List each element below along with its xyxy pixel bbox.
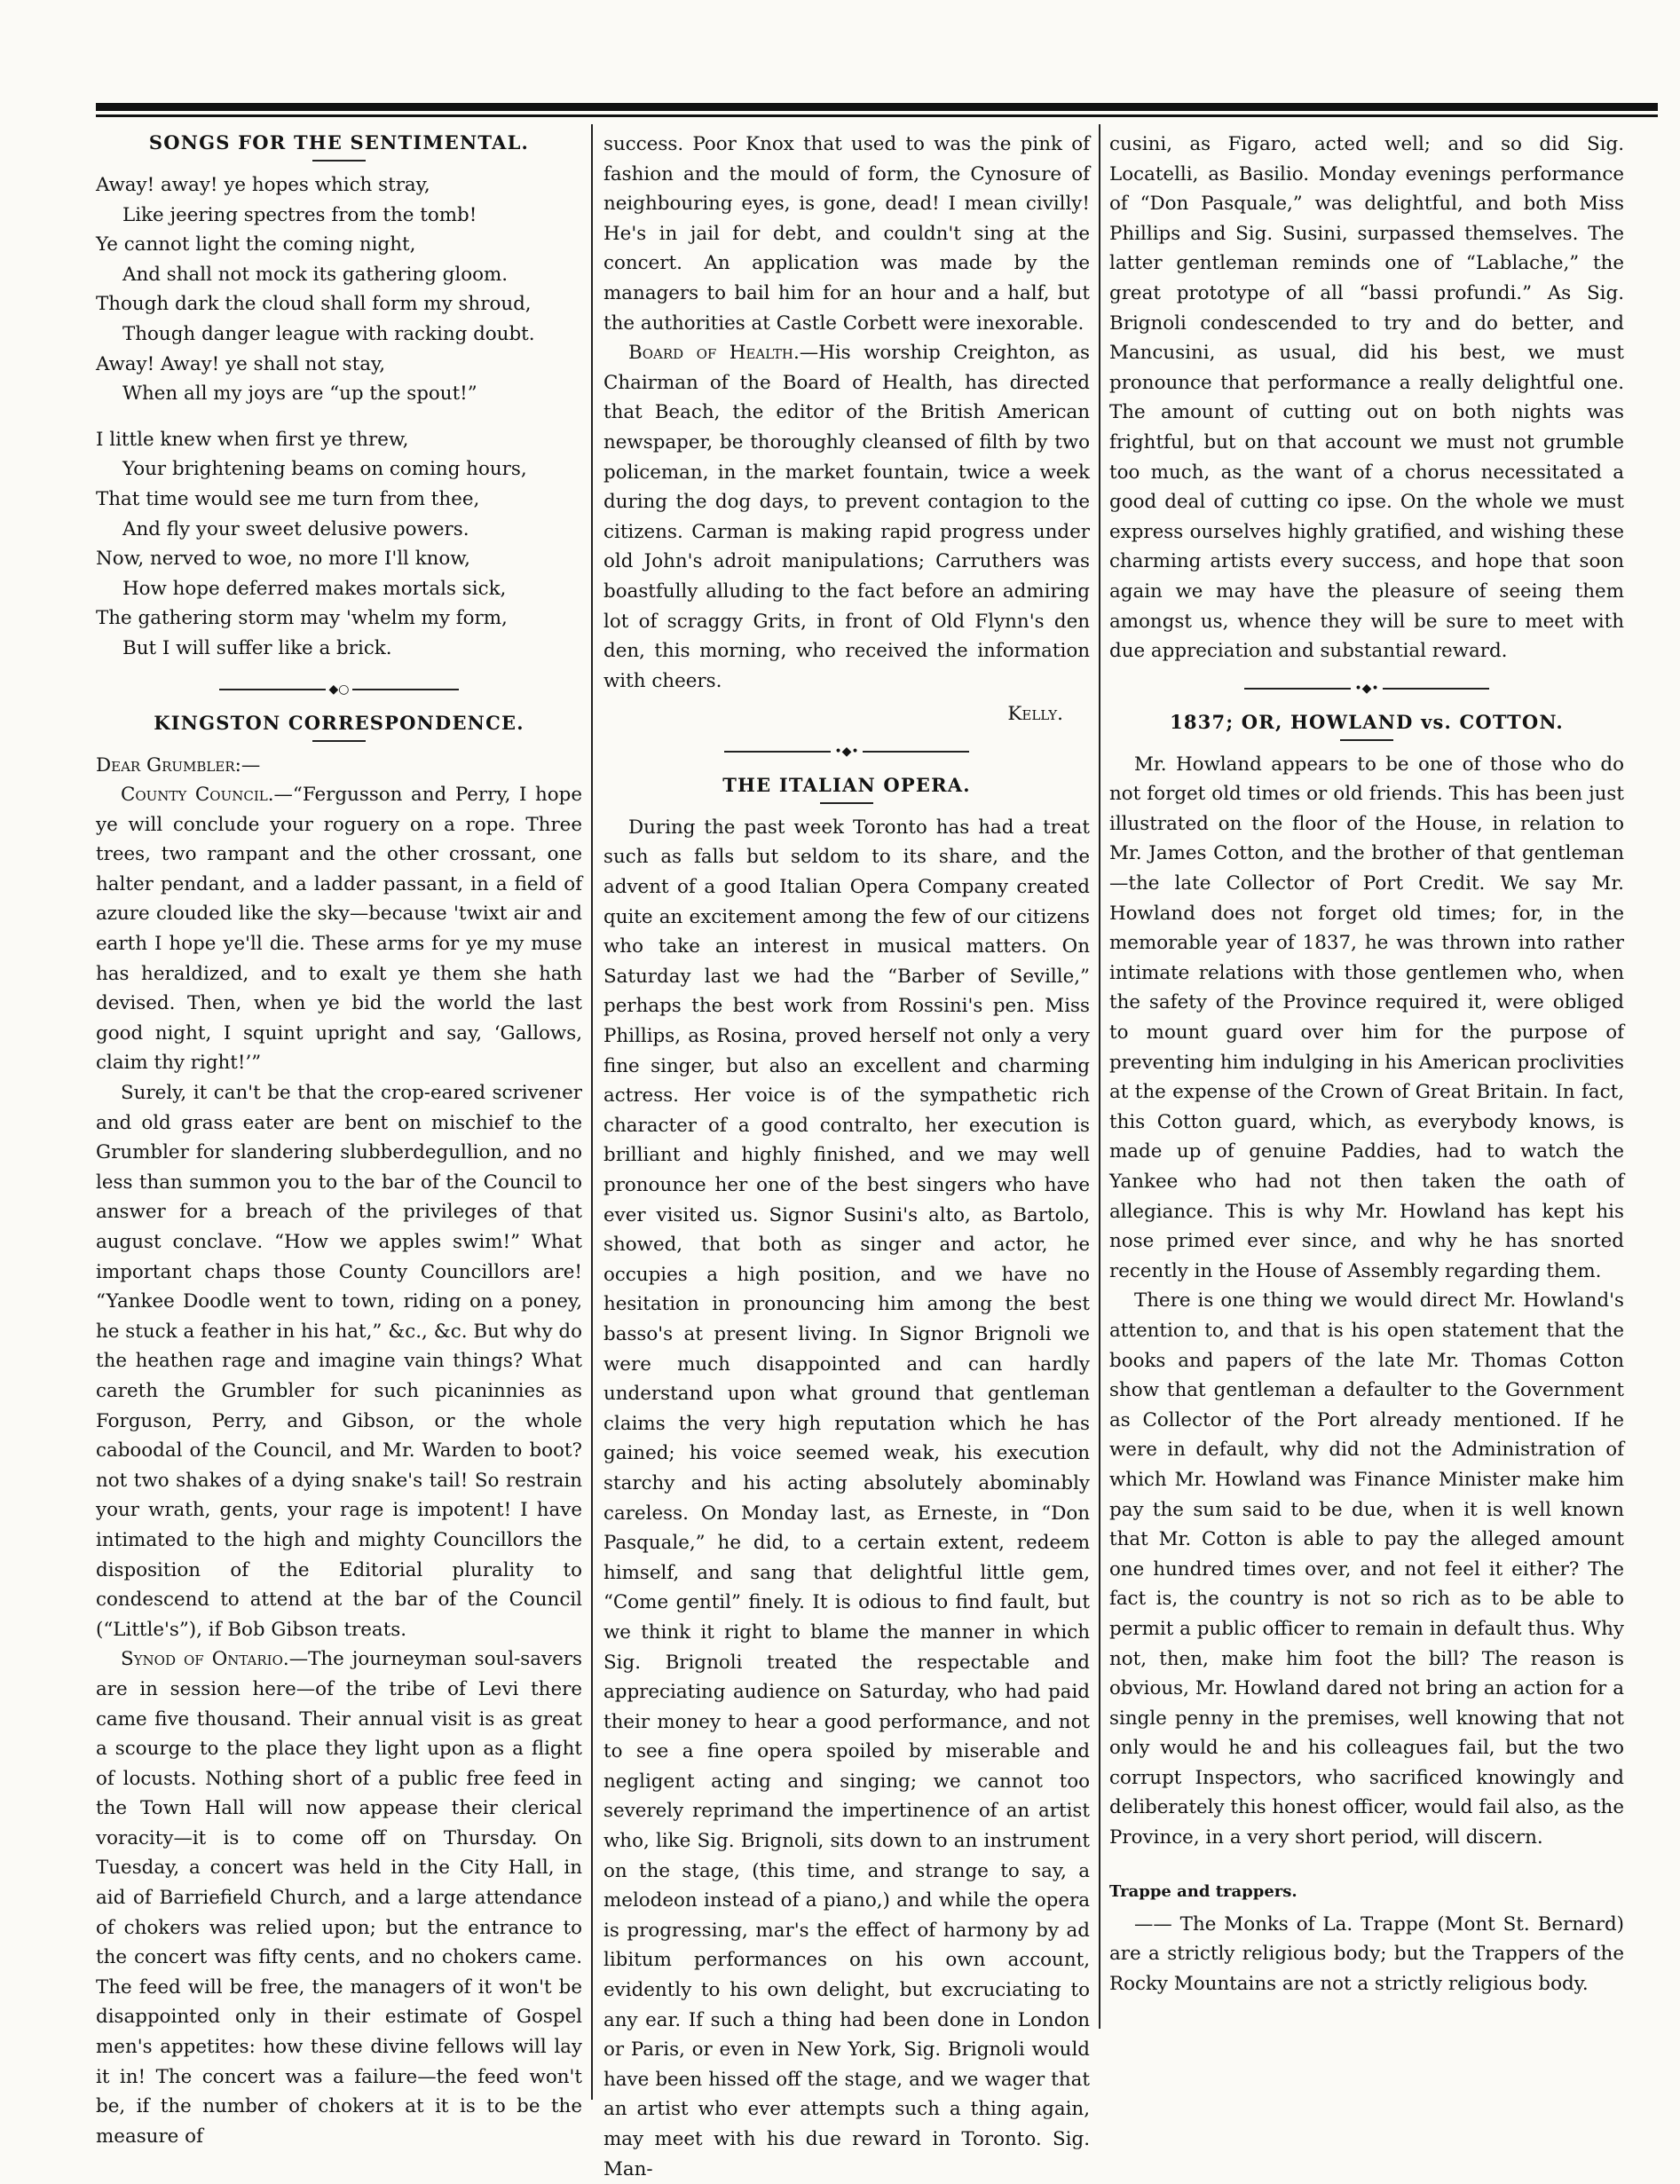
poem-line: How hope deferred makes mortals sick, xyxy=(122,577,507,600)
title-underline xyxy=(820,802,873,804)
poem-line: Your brightening beams on coming hours, xyxy=(122,458,527,481)
section-ornament: ◆○ xyxy=(96,680,582,699)
songs-title: SONGS FOR THE SENTIMENTAL. xyxy=(148,131,530,154)
paragraph: During the past week Toronto has had a treat such as falls but seldom to its share, and the advent of a good Italian Opera Company created quite an excitement among the few of our citizens who take an interest in musical matters. On Saturday last we had the “Barber of Seville,” perhaps the best work from Rossini's pen. Miss Phillips, as Rosina, proved herself not only a very fine singer, but also an excellent and charming actress. Her voice is of the sympathetic rich character of a good contralto, her execution is brilliant and highly finished, and we may well pronounce her one of the best singers who have ever visited us. Signor Susini's alto, as Bartolo, showed, that both as singer and actor, he occupies a high position, and we have no hesitation in pronouncing him among the best basso's at present living. In Signor Brignoli we were much disappointed and can hardly understand upon what ground that gentleman claims the very high reputation which he has gained; his voice seemed weak, his execution starchy and his acting absolutely abominably careless. On Monday last, as Erneste, in “Don Pasquale,” he did, to a certain extent, redeem himself, and sang that delightful little gem, “Come gentil” finely. It is odious to find fault, but we think it right to blame the manner in which Sig. Brignoli treated the respectable and appreciating audience on Saturday, who had paid their money to hear a good performance, and not to see a fine opera spoiled by miserable and negligent acting and singing; we cannot too severely reprimand the impertinence of an artist who, like Sig. Brignoli, sits down to an instrument on the stage, (this time, and strange to say, a melodeon instead of a piano,) and while the opera is progressing, mar's the effect of harmony by ad libitum performances on his own account, evidently to his own delight, but excruciating to any ear. If such a thing had been done in London or Paris, or even in New York, Sig. Brignoli would have been hissed off the stage, and we wager that an artist who ever attempts such a thing again, may meet with his due reward in Toronto. Sig. Man- xyxy=(603,816,1090,2180)
run-in-head: County Council. xyxy=(121,784,274,807)
poem-line: And fly your sweet delusive powers. xyxy=(122,517,469,540)
run-in-head: Board of Health. xyxy=(628,342,800,365)
title-underline xyxy=(1340,739,1393,741)
poem xyxy=(96,170,582,664)
paragraph-text: —“Fergusson and Perry, I hope ye will conclude your roguery on a rope. Three trees, two rampant and the other crossant, one halter pendant, and a ladder passant, in a field of azure clouded like the sky—because 'twixt air and earth I hope ye'll die. These arms for ye my muse has heraldized, and to exalt ye them she hath devised. Then, when ye bid the world the last good night, I squint upright and say, ‘Gallows, claim thy right!’” xyxy=(96,784,582,1075)
paragraph xyxy=(96,780,582,1078)
title-underline xyxy=(312,740,366,742)
paragraph xyxy=(96,1644,582,2151)
poem-line: Ye cannot light the coming night, xyxy=(96,233,416,256)
title-underline xyxy=(312,160,366,162)
poem-line: And shall not mock its gathering gloom. xyxy=(122,263,509,286)
poem-line: Like jeering spectres from the tomb! xyxy=(122,203,477,226)
section-ornament: •◆• xyxy=(1109,679,1624,698)
paragraph: Mr. Howland appears to be one of those who do not forget old times or old friends. This has been just illustrated on the floor of the House, in relation to Mr. James Cotton, and the brother of that gentleman—the late Collector of Port Credit. We say Mr. Howland does not forget old times; for, in the memorable year of 1837, he was thrown into rather intimate relations with those gentlemen who, when the safety of the Province required it, were obliged to mount guard over him for the purpose of preventing him indulging in his American proclivities at the expense of the Crown of Great Britain. In fact, this Cotton guard, which, as everybody knows, is made up of genuine Paddies, had to watch the Yankee who had not then taken the oath of allegiance. This is why Mr. Howland has kept his nose primed ever since, and why he has snorted recently in the House of Assembly regarding them. xyxy=(1109,753,1624,1282)
top-rule-thick xyxy=(96,103,1658,111)
signature: Kelly. xyxy=(1007,703,1063,726)
column-3 xyxy=(1109,130,1624,1999)
column-rule-2 xyxy=(1099,124,1100,2029)
salutation: Dear Grumbler:— xyxy=(96,753,261,777)
column-rule-1 xyxy=(591,124,593,2100)
run-in-head: Synod of Ontario. xyxy=(121,1648,289,1671)
paragraph xyxy=(603,338,1090,696)
paragraph-text: —The journeyman soul-savers are in session here—of the tribe of Levi there came five thousand. Their annual visit is as great a scourge to the place they light upon as a flight of locusts. Nothing short of a public free feed in the Town Hall will now appease their clerical voracity—it is to come off on Thursday. On Tuesday, a concert was held in the City Hall, in aid of Barriefield Church, and a large attendance of chokers was relied upon; but the entrance to the concert was fifty cents, and no chokers came. The feed will be free, the managers of it won't be disappointed only in their estimate of Gospel men's appetites: how these divine fellows will lay it in! The concert was a failure—the feed won't be, if the number of chokers at it is to be the measure of xyxy=(96,1648,582,2148)
paragraph: —— The Monks of La. Trappe (Mont St. Bernard) are a strictly religious body; but the Trappers of the Rocky Mountains are not a strictly religious body. xyxy=(1109,1912,1624,1995)
paragraph-text: —His worship Creighton, as Chairman of the Board of Health, has directed that Beach, the editor of the British American newspaper, be thoroughly cleansed of filth by two policeman, in the market fountain, twice a week during the dog days, to prevent contagion to the citizens. Carman is making rapid progress under old John's adroit manipulations; Carruthers was boastfully alluding to the fact before an admiring lot of scraggy Grits, in front of Old Flynn's den den, this morning, who received the information with cheers. xyxy=(603,342,1090,692)
opera-title: THE ITALIAN OPERA. xyxy=(722,773,971,796)
column-1 xyxy=(96,130,582,2151)
poem-line: That time would see me turn from thee, xyxy=(96,487,480,510)
section-ornament: •◆• xyxy=(603,742,1090,761)
poem-line: Though danger league with racking doubt. xyxy=(122,322,535,345)
poem-line: Away! away! ye hopes which stray, xyxy=(96,174,430,196)
poem-line: The gathering storm may 'whelm my form, xyxy=(96,607,508,630)
poem-line: Away! Away! ye shall not stay, xyxy=(96,352,386,375)
poem-line: I little knew when first ye threw, xyxy=(96,428,409,451)
poem-stanza-2 xyxy=(96,425,582,664)
poem-line: Though dark the cloud shall form my shroud, xyxy=(96,293,532,316)
howland-title: 1837; OR, HOWLAND vs. COTTON. xyxy=(1170,710,1564,733)
kingston-title: KINGSTON CORRESPONDENCE. xyxy=(154,711,525,734)
top-rule-thin xyxy=(96,114,1658,117)
poem-line: When all my joys are “up the spout!” xyxy=(122,382,477,406)
poem-line: But I will suffer like a brick. xyxy=(122,636,392,659)
paragraph: There is one thing we would direct Mr. Howland's attention to, and that is his open statement that the books and papers of the late Mr. Thomas Cotton show that gentleman a defaulter to the Government as Collector of the Port already mentioned. If he were in default, why did not the Administration of which Mr. Howland was Finance Minister make him pay the sum said to be due, when it is well known that Mr. Cotton is able to pay the alleged amount one hundred times over, and not feel it either? The fact is, the country is not so rich as to be able to permit a public officer to remain in default thus. Why not, then, make him foot the bill? The reason is obvious, Mr. Howland dared not bring an action for a single penny in the premises, well knowing that not only would he and his colleagues fail, but the two corrupt Inspectors, who sacrificed knowingly and deliberately this honest officer, would fail also, as the Province, in a very short period, will discern. xyxy=(1109,1289,1624,1849)
poem-line: Now, nerved to woe, no more I'll know, xyxy=(96,548,470,571)
paragraph: cusini, as Figaro, acted well; and so did Sig. Locatelli, as Basilio. Monday evenings performance of “Don Pasquale,” was delightful, and both Miss Phillips and Sig. Susini, surpassed themselves. The latter gentleman reminds one of “Lablache,” the great prototype of all “bassi profundi.” As Sig. Brignoli condescended to try and do better, and Mancusini, as usual, did his best, we must pronounce that performance a really delightful one. The amount of cutting out on both nights was frightful, but on that account we must not grumble too much, as the want of a chorus necessitated a good deal of cutting co ipse. On the whole we must express ourselves highly gratified, and wishing these charming artists every success, and hope that soon again we may have the pleasure of seeing them amongst us, whence they will be sure to meet with due appreciation and substantial reward. xyxy=(1109,133,1624,663)
paragraph: success. Poor Knox that used to was the pink of fashion and the mould of form, the Cynosure of neighbouring eyes, is gone, dead! I mean civilly! He's in jail for debt, and couldn't sing at the concert. An application was made by the managers to bail him for an hour and a half, but the authorities at Castle Corbett were inexorable. xyxy=(603,133,1090,335)
paragraph: Surely, it can't be that the crop-eared scrivener and old grass eater are bent on mischief to the Grumbler for slandering slubberdegullion, and no less than summon you to the bar of the Council to answer for a breach of the privileges of that august conclave. “How we apples swim!” What important chaps those County Councillors are! “Yankee Doodle went to town, riding on a poney, he stuck a feather in his hat,” &c., &c. But why do the heathen rage and imagine vain things? What careth the Grumbler for such picaninnies as Forguson, Perry, and Gibson, or the whole caboodal of the Council, and Mr. Warden to boot? not two shakes of a dying snake's tail! So restrain your wrath, gents, your rage is impotent! I have intimated to the high and mighty Councillors the disposition of the Editorial plurality to condescend to attend at the bar of the Council (“Little's”), if Bob Gibson treats. xyxy=(96,1082,582,1641)
poem-stanza-1 xyxy=(96,170,582,409)
trappe-title: Trappe and trappers. xyxy=(1109,1881,1297,1901)
column-2 xyxy=(603,130,1090,2184)
